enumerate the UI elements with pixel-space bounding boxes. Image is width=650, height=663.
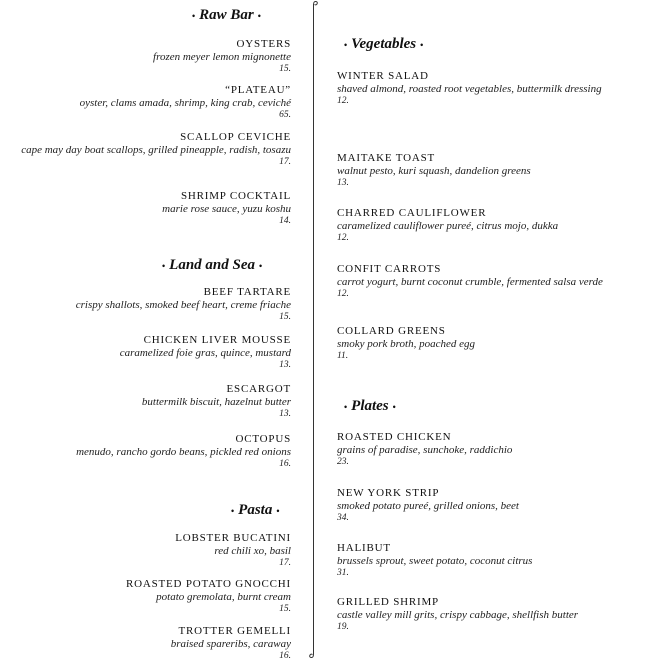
item-name: CONFIT CARROTS (337, 263, 442, 275)
item-description: oyster, clams amada, shrimp, king crab, ceviché (79, 96, 291, 109)
item-name: OCTOPUS (235, 433, 291, 445)
item-price: 23. (337, 457, 349, 467)
divider-scroll-ornament-top (308, 0, 319, 11)
heading-dot-ornament: • (344, 401, 348, 412)
column-divider (313, 4, 314, 654)
item-description: buttermilk biscuit, hazelnut butter (141, 395, 291, 408)
heading-dot-ornament: • (231, 505, 235, 516)
menu-item (6, 625, 291, 663)
item-price: 16. (279, 651, 291, 661)
menu-item (6, 286, 291, 324)
menu-item (337, 70, 622, 108)
heading-dot-ornament: • (276, 505, 280, 516)
item-name: GRILLED SHRIMP (337, 596, 439, 608)
menu-item (11, 131, 291, 169)
item-description: castle valley mill grits, crispy cabbage, shellfish butter (337, 608, 579, 621)
item-description: potato gremolata, burnt cream (156, 590, 291, 603)
heading-dot-ornament: • (162, 260, 166, 271)
item-name: TROTTER GEMELLI (178, 625, 291, 637)
menu-item (337, 207, 627, 245)
item-name: ROASTED CHICKEN (337, 431, 452, 443)
menu-item (6, 190, 291, 228)
menu-item (6, 383, 291, 421)
menu-item (6, 578, 291, 616)
section-heading-vegetables (340, 36, 427, 53)
item-description: frozen meyer lemon mignonette (153, 50, 291, 63)
item-price: 13. (337, 178, 349, 188)
section-title: Pasta (238, 502, 273, 518)
heading-dot-ornament: • (192, 10, 196, 21)
section-heading-pasta (227, 502, 283, 519)
item-price: 31. (337, 568, 349, 578)
item-price: 12. (337, 289, 349, 299)
item-price: 14. (279, 216, 291, 226)
item-description: carrot yogurt, burnt coconut crumble, fermented salsa verde (337, 275, 603, 288)
heading-dot-ornament: • (420, 39, 424, 50)
item-description: cape may day boat scallops, grilled pineapple, radish, tosazu (21, 143, 291, 156)
item-name: SCALLOP CEVICHE (180, 131, 291, 143)
menu-item (337, 542, 627, 580)
menu-item (6, 433, 291, 471)
item-description: marie rose sauce, yuzu koshu (162, 202, 291, 215)
heading-dot-ornament: • (259, 260, 263, 271)
heading-dot-ornament: • (257, 10, 261, 21)
item-price: 19. (337, 622, 349, 632)
item-name: WINTER SALAD (337, 70, 429, 82)
menu-item (337, 431, 627, 469)
item-description: braised spareribs, caraway (170, 637, 291, 650)
item-price: 17. (279, 558, 291, 568)
item-description: walnut pesto, kuri squash, dandelion greens (337, 164, 531, 177)
item-name: CHARRED CAULIFLOWER (337, 207, 487, 219)
section-title: Plates (351, 398, 389, 414)
item-price: 12. (337, 96, 349, 106)
item-price: 12. (337, 233, 349, 243)
item-price: 15. (279, 312, 291, 322)
menu-item (6, 84, 291, 122)
item-price: 34. (337, 513, 349, 523)
item-description: shaved almond, roasted root vegetables, buttermilk dressing (337, 82, 602, 95)
item-name: “PLATEAU” (225, 84, 291, 96)
item-description: grains of paradise, sunchoke, raddichio (337, 443, 513, 456)
item-name: NEW YORK STRIP (337, 487, 440, 499)
item-price: 13. (279, 409, 291, 419)
menu-item (6, 38, 291, 76)
section-heading-land-and-sea (158, 257, 266, 274)
item-description: caramelized foie gras, quince, mustard (119, 346, 291, 359)
item-description: smoked potato pureé, grilled onions, beet (337, 499, 519, 512)
section-title: Vegetables (351, 36, 417, 52)
menu-item (337, 487, 627, 525)
heading-dot-ornament: • (392, 401, 396, 412)
item-price: 11. (337, 351, 349, 361)
divider-scroll-ornament-bottom (308, 648, 319, 659)
item-name: MAITAKE TOAST (337, 152, 436, 164)
section-title: Raw Bar (199, 7, 254, 23)
item-price: 15. (279, 64, 291, 74)
item-name: ESCARGOT (226, 383, 291, 395)
section-title: Land and Sea (169, 257, 256, 273)
item-description: caramelized cauliflower pureé, citrus mojo, dukka (337, 219, 559, 232)
item-name: HALIBUT (337, 542, 391, 554)
item-name: COLLARD GREENS (337, 325, 446, 337)
item-description: red chili xo, basil (214, 544, 291, 557)
menu-item (6, 532, 291, 570)
item-price: 15. (279, 604, 291, 614)
menu-item (337, 263, 622, 301)
item-name: ROASTED POTATO GNOCCHI (125, 578, 291, 590)
heading-dot-ornament: • (344, 39, 348, 50)
section-heading-plates (340, 398, 400, 415)
item-name: CHICKEN LIVER MOUSSE (143, 334, 291, 346)
item-name: LOBSTER BUCATINI (175, 532, 291, 544)
item-name: SHRIMP COCKTAIL (180, 190, 291, 202)
item-price: 16. (279, 459, 291, 469)
item-description: smoky pork broth, poached egg (337, 337, 475, 350)
menu-item (337, 152, 627, 190)
menu-item (337, 596, 637, 634)
item-description: crispy shallots, smoked beef heart, creme friache (75, 298, 291, 311)
item-price: 17. (279, 157, 291, 167)
menu-item (337, 325, 627, 363)
item-name: OYSTERS (236, 38, 291, 50)
item-description: menudo, rancho gordo beans, pickled red onions (76, 445, 291, 458)
item-price: 65. (279, 110, 291, 120)
menu-item (6, 334, 291, 372)
item-name: BEEF TARTARE (203, 286, 291, 298)
item-description: brussels sprout, sweet potato, coconut citrus (337, 554, 533, 567)
section-heading-raw-bar (188, 7, 265, 24)
item-price: 13. (279, 360, 291, 370)
